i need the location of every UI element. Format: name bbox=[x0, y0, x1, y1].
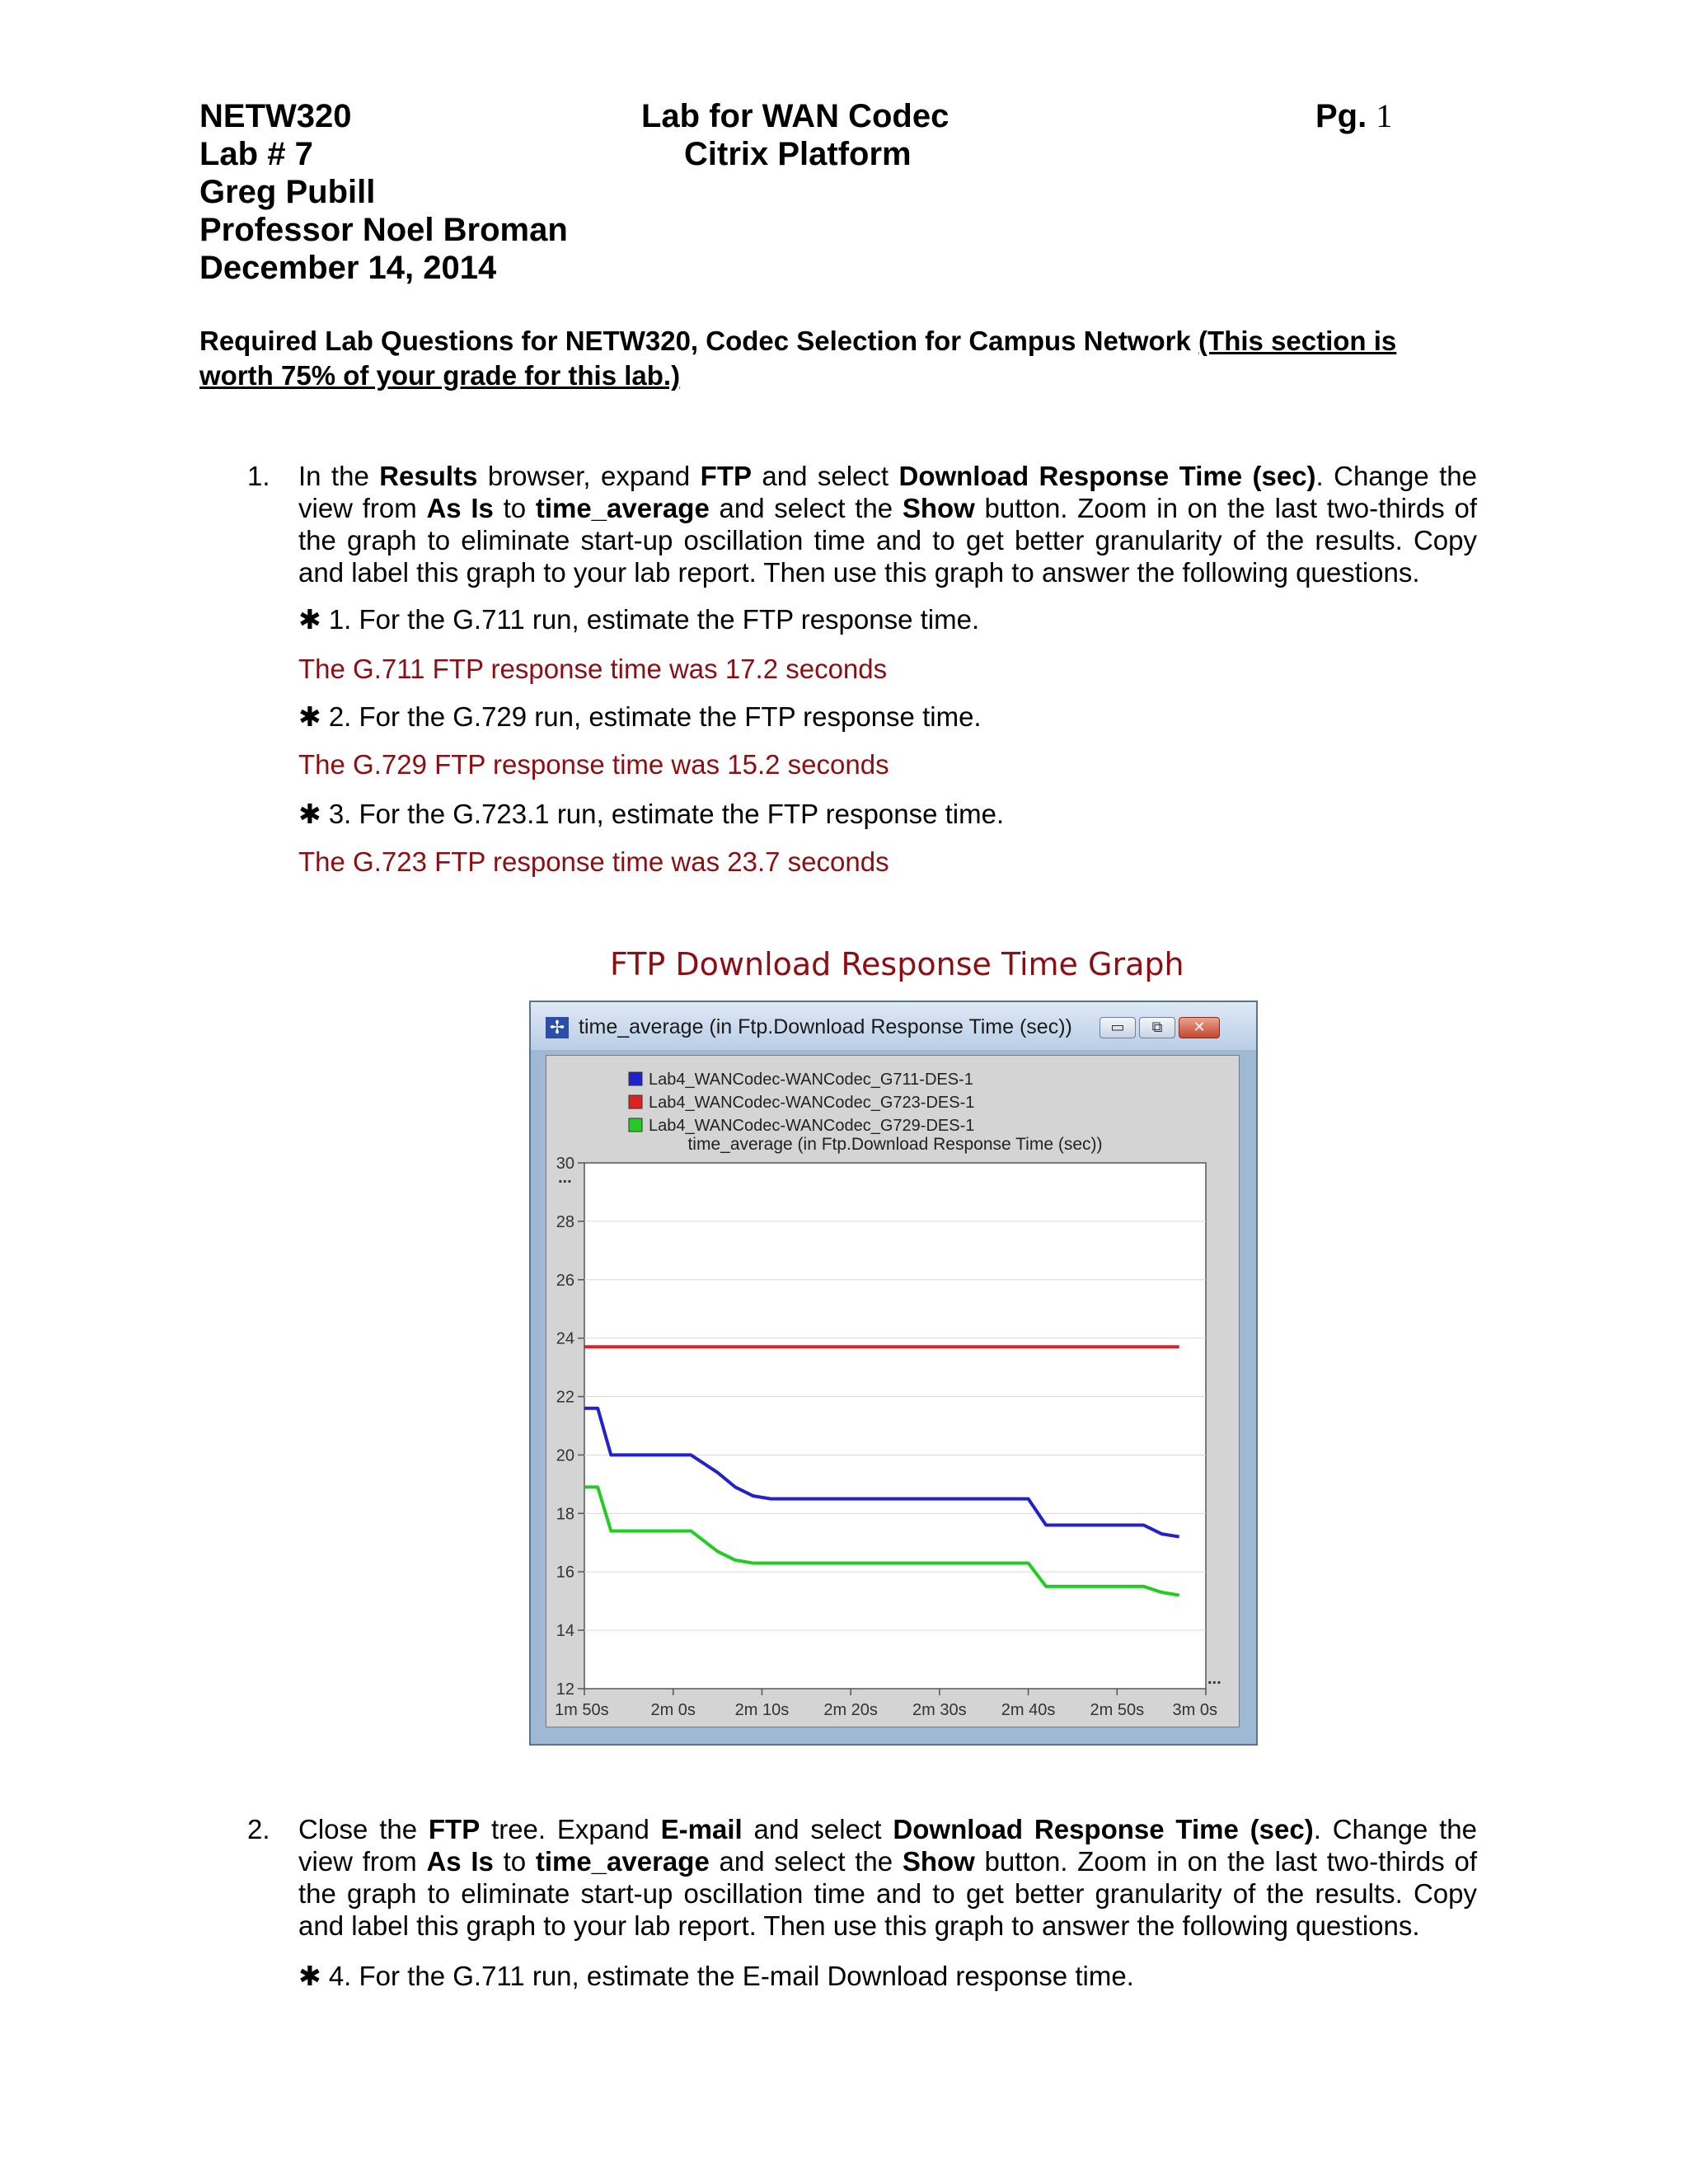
y-axis-ellipsis: ... bbox=[558, 1169, 572, 1187]
x-tick-label: 2m 0s bbox=[650, 1701, 696, 1719]
question-2-text: Close the FTP tree. Expand E-mail and select Download Response Time (sec). Change the view from As Is to time_average and select the Show button. Zoom in on the last two-thirds of the graph to eliminate start-up oscillation time and to get better granularity of the results. Copy and label this graph to your lab report. Then use this graph to answer the following questions. bbox=[298, 1814, 1477, 1941]
y-tick-label: 22 bbox=[556, 1388, 574, 1407]
window-titlebar[interactable] bbox=[531, 1002, 1256, 1050]
y-tick-label: 18 bbox=[556, 1505, 574, 1524]
line-chart bbox=[546, 1056, 1240, 1728]
legend-swatch bbox=[629, 1095, 642, 1108]
chart-window bbox=[529, 1001, 1258, 1746]
chart-title: time_average (in Ftp.Download Response Time (sec)) bbox=[687, 1135, 1103, 1154]
maximize-button[interactable]: ⧉ bbox=[1139, 1017, 1175, 1038]
y-tick-label: 30 bbox=[556, 1155, 574, 1173]
page-label: Pg. bbox=[1315, 98, 1367, 134]
page-indicator bbox=[1315, 97, 1392, 135]
star-icon: ✱ bbox=[298, 799, 321, 829]
question-2 bbox=[199, 1813, 1485, 1945]
legend-swatch bbox=[629, 1072, 642, 1085]
sub-question-2: ✱ 2. For the G.729 run, estimate the FTP response time. bbox=[298, 701, 982, 732]
star-icon: ✱ bbox=[298, 604, 321, 635]
answer-2: The G.729 FTP response time was 15.2 seconds bbox=[298, 749, 889, 780]
legend-label: Lab4_WANCodec-WANCodec_G711-DES-1 bbox=[649, 1071, 973, 1089]
lab-number: Lab # 7 bbox=[199, 136, 313, 172]
y-tick-label: 26 bbox=[556, 1271, 574, 1290]
y-tick-label: 24 bbox=[556, 1329, 574, 1348]
student-name: Greg Pubill bbox=[199, 174, 376, 210]
answer-1: The G.711 FTP response time was 17.2 seconds bbox=[298, 654, 888, 684]
app-icon: ✢ bbox=[546, 1017, 569, 1038]
y-tick-label: 12 bbox=[556, 1680, 574, 1699]
sub-question-4: ✱ 4. For the G.711 run, estimate the E-mail Download response time. bbox=[298, 1961, 1134, 1991]
legend-label: Lab4_WANCodec-WANCodec_G723-DES-1 bbox=[649, 1094, 975, 1112]
x-tick-label: 2m 10s bbox=[734, 1701, 790, 1719]
window-title: time_average (in Ftp.Download Response Time (sec)) bbox=[579, 1015, 1072, 1038]
y-tick-label: 28 bbox=[556, 1212, 574, 1231]
star-icon: ✱ bbox=[298, 1961, 321, 1991]
report-date: December 14, 2014 bbox=[199, 250, 497, 286]
x-tick-label: 3m 0s bbox=[1172, 1701, 1217, 1719]
professor-name: Professor Noel Broman bbox=[199, 212, 568, 248]
x-tick-label: 1m 50s bbox=[555, 1701, 609, 1719]
chart-panel bbox=[546, 1055, 1240, 1727]
x-tick-label: 2m 20s bbox=[823, 1701, 878, 1719]
close-button[interactable]: ✕ bbox=[1179, 1017, 1220, 1038]
question-number: 2. bbox=[247, 1814, 270, 1844]
question-1-text: In the Results browser, expand FTP and select Download Response Time (sec). Change the view from As Is to time_average and select the Show button. Zoom in on the last two-thirds of the graph to eliminate start-up oscillation time and to get better granularity of the results. Copy and label this graph to your lab report. Then use this graph to answer the following questions. bbox=[298, 461, 1478, 588]
y-tick-label: 16 bbox=[556, 1563, 574, 1582]
minimize-button[interactable]: ▭ bbox=[1100, 1017, 1136, 1038]
page-number: 1 bbox=[1376, 97, 1393, 134]
star-icon: ✱ bbox=[298, 701, 321, 732]
sub-question-3: ✱ 3. For the G.723.1 run, estimate the FTP response time. bbox=[298, 799, 1005, 829]
x-tick-label: 2m 50s bbox=[1090, 1701, 1145, 1719]
course-code: NETW320 bbox=[199, 98, 352, 134]
question-number: 1. bbox=[247, 461, 270, 491]
legend-label: Lab4_WANCodec-WANCodec_G729-DES-1 bbox=[649, 1117, 975, 1135]
answer-3: The G.723 FTP response time was 23.7 seconds bbox=[298, 846, 889, 877]
question-1 bbox=[199, 460, 1485, 592]
y-tick-label: 20 bbox=[556, 1446, 574, 1465]
x-tick-label: 2m 40s bbox=[1001, 1701, 1056, 1719]
plot-area bbox=[584, 1163, 1206, 1689]
y-tick-label: 14 bbox=[556, 1622, 574, 1641]
required-section-heading bbox=[199, 324, 1469, 393]
lab-title: Lab for WAN Codec bbox=[641, 98, 950, 134]
platform-name: Citrix Platform bbox=[684, 136, 912, 172]
legend-swatch bbox=[629, 1118, 642, 1132]
sub-question-1: ✱ 1. For the G.711 run, estimate the FTP response time. bbox=[298, 604, 980, 635]
required-heading-text: Required Lab Questions for NETW320, Codec Selection for Campus Network bbox=[199, 326, 1191, 356]
graph-caption: FTP Download Response Time Graph bbox=[610, 946, 1184, 982]
x-axis-ellipsis: ... bbox=[1207, 1670, 1221, 1688]
required-grade-note: (This section is worth 75% of your grade for this lab.) bbox=[199, 326, 1397, 391]
x-tick-label: 2m 30s bbox=[912, 1701, 967, 1719]
